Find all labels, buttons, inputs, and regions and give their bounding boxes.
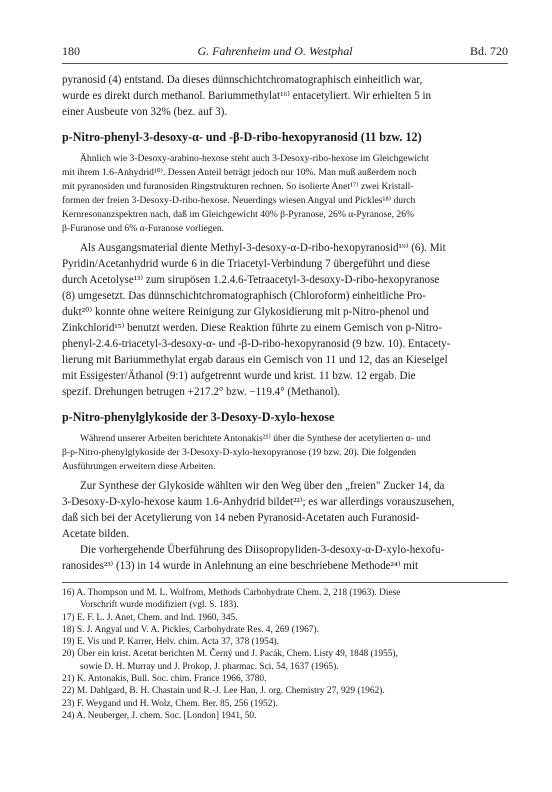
text-line: 3-Desoxy-D-xylo-hexose kaum 1.6-Anhydrid bildet²²⁾; es war allerdings vorauszusehen,: [62, 496, 455, 508]
small-text-line: Ausführungen erweitern diese Arbeiten.: [62, 461, 216, 472]
volume-label: Bd. 720: [469, 44, 508, 58]
footnote: 24) A. Neuberger, J. chem. Soc. [London] 1941, 50.: [62, 710, 257, 721]
footnote: 23) F. Weygand und H. Wolz, Chem. Ber. 85, 256 (1952).: [62, 698, 278, 709]
small-text-line: mit pyranosiden und furanosiden Ringstrukturen rechnen. So isolierte Anet¹⁷⁾ zwei Kristall-: [62, 181, 414, 192]
text-line: einer Ausbeute von 32% (bez. auf 3).: [62, 106, 228, 118]
text-line: wurde es direkt durch methanol. Bariummethylat¹⁶⁾ entacetyliert. Wir erhielten 5 in: [62, 90, 432, 102]
small-text-line: Ähnlich wie 3-Desoxy-arabino-hexose steht auch 3-Desoxy-ribo-hexose im Gleichgewicht: [80, 153, 429, 164]
footnote: 16) A. Thompson und M. L. Wolfrom, Methods Carbohydrate Chem. 2, 218 (1963). Diese: [62, 588, 401, 598]
text-line: durch Acetolyse¹³⁾ zum sirupösen 1.2.4.6-Tetraacetyl-3-desoxy-D-ribo-hexopyranose: [62, 274, 440, 286]
page-number: 180: [62, 44, 80, 58]
footnote: 19) E. Vis und P. Karrer, Helv. chim. Acta 37, 378 (1954).: [62, 637, 279, 648]
text-line: spezif. Drehungen betrugen +217.2° bzw. −119.4° (Methanol).: [62, 386, 341, 398]
text-line: (8) umgesetzt. Das dünnschichtchromatographisch (Chloroform) einheitliche Pro-: [62, 290, 426, 302]
text-line: dukt²⁰⁾ konnte ohne weitere Reinigung zur Glykosidierung mit p-Nitro-phenol und: [62, 306, 429, 318]
intro-paragraph: [62, 72, 508, 120]
small-text-line: formen der freien 3-Desoxy-D-ribo-hexose. Neuerdings wiesen Angyal und Pickles¹⁸⁾ durch: [62, 195, 416, 206]
running-title: G. Fahrenheim und O. Westphal: [197, 44, 353, 58]
small-text-line: β-Furanose und 6% α-Furanose vorliegen.: [62, 223, 225, 234]
text-line: pyranosid (4) entstand. Da dieses dünnschichtchromatographisch einheitlich war,: [62, 74, 423, 86]
section-heading-xylo: p-Nitro-phenylglykoside der 3-Desoxy-D-xylo-hexose: [62, 410, 335, 424]
text-line: Zinkchlorid¹⁵⁾ benutzt werden. Diese Reaktion führte zu einem Gemisch von p-Nitro-: [62, 322, 442, 334]
footnote: 22) M. Dahlgard, B. H. Chastain und R.-J. Lee Han, J. org. Chemistry 27, 929 (1962).: [62, 686, 385, 697]
section-ribo-small-paragraph: [62, 152, 508, 236]
text-line: Als Ausgangsmaterial diente Methyl-3-desoxy-α-D-ribo-hexopyranosid¹⁹⁾ (6). Mit: [80, 242, 446, 254]
small-text-line: Während unserer Arbeiten berichtete Antonakis²¹⁾ über die Synthese der acetylierten α- und: [80, 433, 431, 444]
footnotes: [62, 582, 508, 722]
text-line: Acetate bilden.: [62, 528, 130, 540]
text-line: ranosides²³⁾ (13) in 14 wurde in Anlehnung an eine beschriebene Methode²⁴⁾ mit: [62, 560, 419, 572]
footnote: 18) S. J. Angyal und V. A. Pickles, Carbohydrate Res. 4, 269 (1967).: [62, 624, 319, 635]
section-heading-ribo: p-Nitro-phenyl-3-desoxy-α- und -β-D-ribo-hexopyranosid (11 bzw. 12): [62, 130, 422, 144]
footnote-continuation: Vorschrift wurde modifiziert (vgl. S. 183).: [80, 600, 239, 611]
footnote: 17) E. F. L. J. Anet, Chem. and Ind. 1960, 345.: [62, 612, 238, 623]
section-xylo-paragraph: [62, 478, 508, 574]
small-text-line: mit ihrem 1.6-Anhydrid¹⁰⁾. Dessen Anteil beträgt jedoch nur 10%. Man muß außerdem noch: [62, 167, 417, 178]
small-text-line: Kernresonanzspektren nach, daß im Gleichgewicht 40% β-Pyranose, 26% α-Pyranose, 26%: [62, 209, 414, 220]
section-ribo-paragraph: [62, 240, 508, 400]
text-line: Zur Synthese der Glykoside wählten wir den Weg über den „freien" Zucker 14, da: [80, 480, 445, 492]
footnote-continuation: sowie D. H. Murray und J. Prokop, J. pharmac. Sci. 54, 1637 (1965).: [80, 661, 339, 672]
text-line: lierung mit Bariummethylat ergab daraus ein Gemisch von 11 und 12, das an Kieselgel: [62, 354, 448, 366]
text-line: Die vorhergehende Überführung des Diisopropyliden-3-desoxy-α-D-xylo-hexofu-: [80, 544, 445, 556]
footnote: 21) K. Antonakis, Bull. Soc. chim. France 1966, 3780.: [62, 674, 267, 685]
section-xylo-small-paragraph: [62, 432, 508, 474]
text-line: Pyridin/Acetanhydrid wurde 6 in die Triacetyl-Verbindung 7 übergeführt und diese: [62, 258, 430, 270]
text-line: daß sich bei der Acetylierung von 14 neben Pyranosid-Acetaten auch Furanosid-: [62, 512, 420, 524]
footnote: 20) Über ein krist. Acetat berichten M. Černý und J. Pacák, Chem. Listy 49, 1848 (1955),: [62, 649, 398, 660]
small-text-line: β-p-Nitro-phenylglykoside der 3-Desoxy-D-xylo-hexopyranose (19 bzw. 20). Die folgenden: [62, 447, 417, 458]
text-line: mit Essigester/Äthanol (9:1) aufgetrennt wurde und krist. 11 bzw. 12 ergab. Die: [62, 370, 416, 382]
text-line: phenyl-2.4.6-triacetyl-3-desoxy-α- und -β-D-ribo-hexopyranosid (9 bzw. 10). Entacety-: [62, 338, 451, 350]
page-header: [62, 44, 508, 64]
